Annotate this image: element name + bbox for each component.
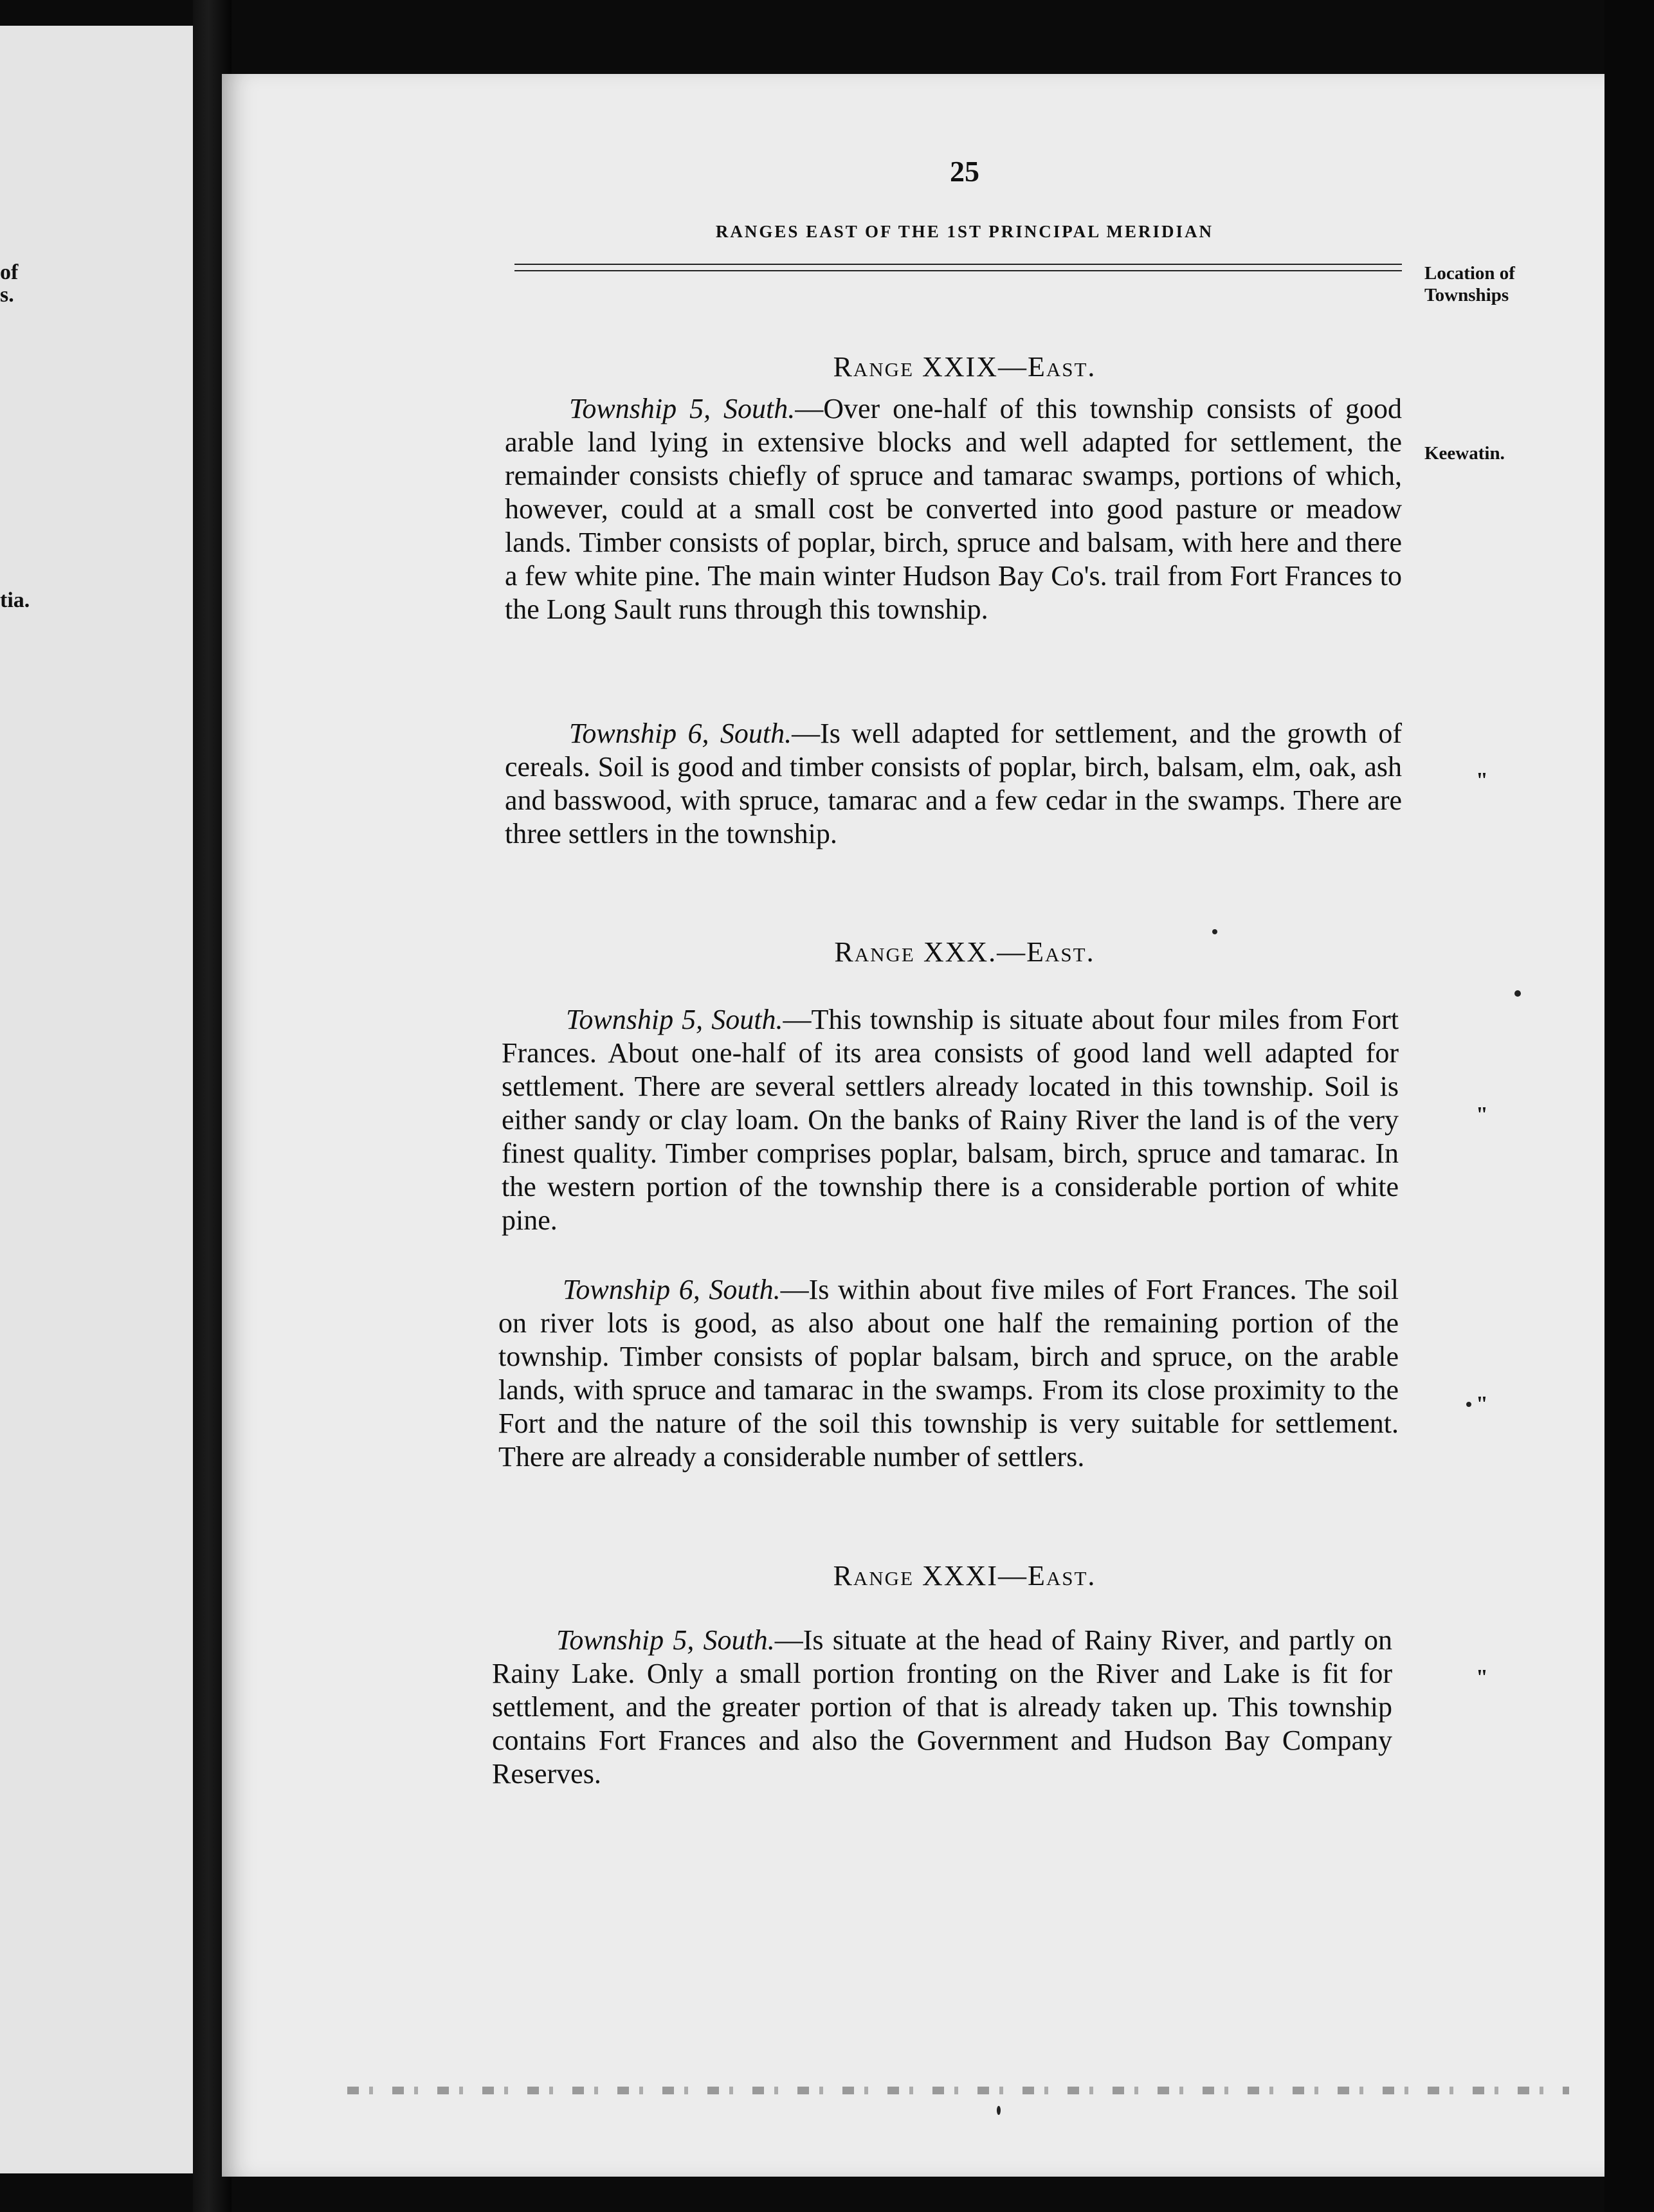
left-fragment-1: of [0,260,19,284]
paragraph-text: —Over one-half of this township consists of good arable land lying in extensive blocks and well adapted for settlement, the remainder consists chiefly of spruce and tamarac swamps, portions of which, however, could at a small cost be converted into good pasture or meadow lands. Timber consists of poplar, birch, spruce and balsam, with here and there a few white pine. The main winter Hudson Bay Co's. trail from Fort Frances to the Long Sault runs through this township. [505,393,1402,625]
range-heading-xxx: Range XXX.—East. [834,936,1095,968]
township-label: Township 5, South. [569,393,795,424]
paragraph-text: —Is well adapted for settlement, and the growth of cereals. Soil is good and timber consists of poplar, birch, balsam, elm, oak, ash and basswood, with spruce, tamarac and a few cedar in the swamps. There are three settlers in the township. [505,718,1402,849]
scan-noise-bottom [347,2087,1569,2094]
left-fragment-3: tia. [0,588,30,612]
left-fragment-2: s. [0,283,14,307]
scan-border-right [1604,0,1654,2212]
ditto-mark-3: " [1476,1392,1488,1416]
paragraph-xxx-township-6 [498,1273,1399,1474]
township-label: Township 6, South. [563,1274,781,1305]
paragraph-text: —Is situate at the head of Rainy River, and partly on Rainy Lake. Only a small portion fronting on the River and Lake is fit for settlement, and the greater portion of that is already taken up. This township contains Fort Frances and also the Government and Hudson Bay Company Reserves. [492,1624,1392,1790]
paragraph-text: —This township is situate about four miles from Fort Frances. About one-half of its area consists of good land well adapted for settlement. There are several settlers already located in this township. Soil is either sandy or clay loam. On the banks of Rainy River the land is of the very finest quality. Timber comprises poplar, balsam, birch, spruce and tamarac. In the western portion of the township there is a considerable portion of white pine. [502,1004,1399,1236]
township-label: Township 6, South. [569,718,792,749]
margin-location-label: Location of Townships [1424,263,1515,305]
left-page-fragment [0,26,212,2173]
range-heading-xxxi: Range XXXI—East. [833,1560,1096,1591]
header-rule-top [514,264,1402,265]
ditto-mark-1: " [1476,768,1488,792]
scan-speck [1514,990,1521,997]
ditto-mark-4: " [1476,1665,1488,1689]
margin-keewatin: Keewatin. [1424,443,1505,464]
scan-speck [1212,929,1217,934]
scan-speck [1466,1402,1471,1407]
township-label: Township 5, South. [556,1624,775,1656]
running-head: RANGES EAST OF THE 1ST PRINCIPAL MERIDIAN [715,222,1214,241]
paragraph-text: —Is within about five miles of Fort Frances. The soil on river lots is good, as also about one half the remaining portion of the township. Timber consists of poplar balsam, birch and spruce, on the arable lands, with spruce and tamarac in the swamps. From its close proximity to the Fort and the nature of the soil this township is very suitable for settlement. There are already a considerable number of settlers. [498,1274,1399,1473]
range-heading-xxix: Range XXIX—East. [833,351,1096,383]
ditto-mark-2: " [1476,1103,1488,1127]
header-rule-bottom [514,270,1402,271]
paragraph-xxx-township-5 [502,1003,1399,1237]
page-number: 25 [950,155,979,188]
township-label: Township 5, South. [566,1004,783,1035]
paragraph-xxxi-township-5 [492,1624,1392,1791]
paragraph-xxix-township-5 [505,392,1402,626]
scan-speck [997,2106,1001,2115]
paragraph-xxix-township-6 [505,717,1402,851]
